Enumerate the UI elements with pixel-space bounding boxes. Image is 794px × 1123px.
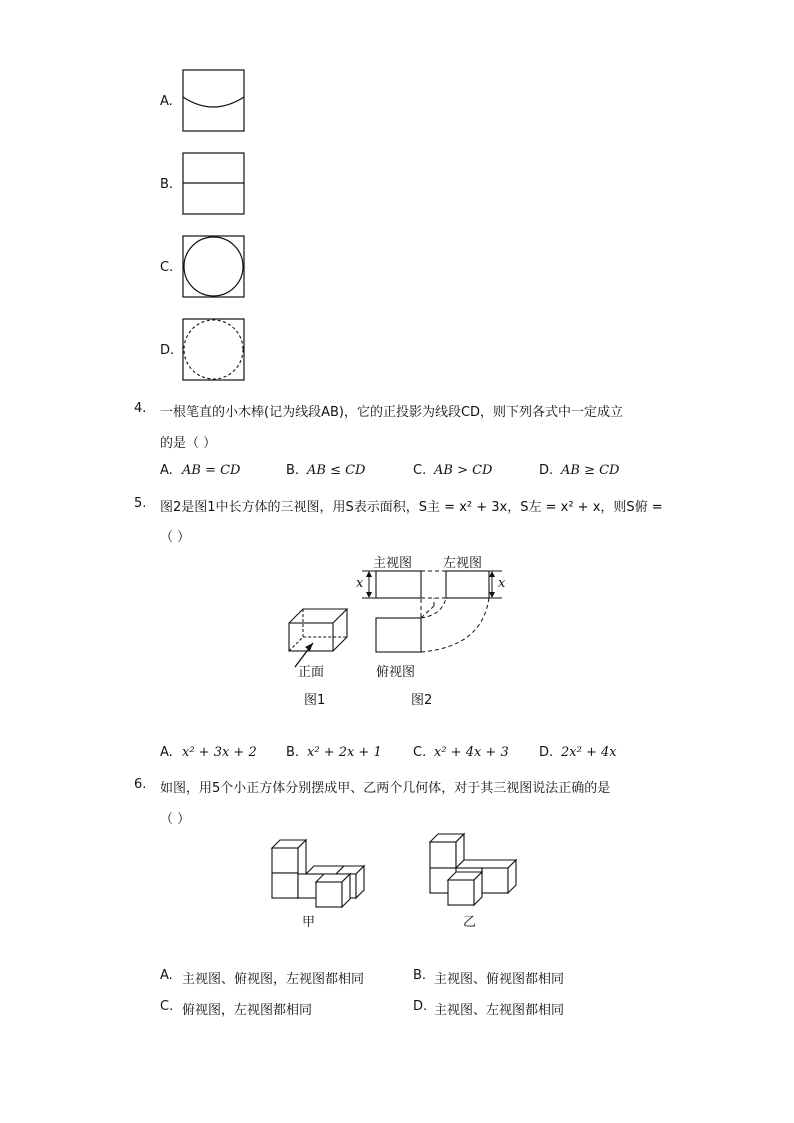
option-b-text: x² + 2x + 1 [307,745,382,760]
option-a-text: 主视图、俯视图，左视图都相同 [182,972,365,987]
option-a-figure [182,69,246,133]
question-stem-line2: （ ） [160,812,191,827]
option-b-letter: B. [286,745,300,760]
question-number: 5. [134,496,147,511]
option-c-letter: C. [413,463,427,478]
option-b-figure [182,152,246,216]
option-d-letter: D. [413,999,428,1014]
front-view-label: 主视图 [373,556,413,571]
option-a-text: x² + 3x + 2 [182,745,257,760]
option-d-letter: D. [539,463,554,478]
option-a-text: AB = CD [182,463,241,478]
front-face-label: 正面 [298,665,325,680]
question-stem-line2: （ ） [160,530,191,545]
option-b-letter: B. [413,968,427,983]
question-number: 6. [134,777,147,792]
option-b-letter: B. [286,463,300,478]
option-c-letter: C. [160,260,174,275]
option-b-letter: B. [160,177,174,192]
option-d-letter: D. [160,343,175,358]
option-d-text: 2x² + 4x [561,745,617,760]
question-stem-line1: 图2是图1中长方体的三视图，用S表示面积，S主 = x² + 3x，S左 = x² + x，则S俯 = [160,500,663,515]
option-d-text: 主视图、左视图都相同 [434,1003,565,1018]
option-c-letter: C. [413,745,427,760]
figure-2-three-views [352,565,512,665]
figure-2-label: 图2 [411,693,433,708]
question-stem-line1: 如图，用5个小正方体分别摆成甲、乙两个几何体，对于其三视图说法正确的是 [160,781,611,796]
option-c-text: 俯视图，左视图都相同 [182,1003,313,1018]
option-c-text: x² + 4x + 3 [434,745,509,760]
option-d-letter: D. [539,745,554,760]
option-a-letter: A. [160,94,173,109]
option-d-figure [182,318,246,382]
figure-yi-label: 乙 [463,915,477,930]
option-d-text: AB ≥ CD [561,463,620,478]
option-c-text: AB > CD [434,463,493,478]
figure-yi-cubes [426,832,526,912]
option-a-letter: A. [160,745,173,760]
option-c-figure [182,235,246,299]
figure-jia-label: 甲 [302,915,316,930]
option-c-letter: C. [160,999,174,1014]
option-a-letter: A. [160,463,173,478]
figure-1-label: 图1 [304,693,326,708]
dimension-x-right: x [498,576,506,591]
question-number: 4. [134,401,147,416]
option-a-letter: A. [160,968,173,983]
option-b-text: 主视图、俯视图都相同 [434,972,565,987]
left-view-label: 左视图 [443,556,483,571]
question-stem-line1: 一根笔直的小木棒(记为线段AB)，它的正投影为线段CD，则下列各式中一定成立 [160,405,624,420]
dimension-x-left: x [356,576,364,591]
question-stem-line2: 的是（ ） [160,436,217,451]
figure-jia-cubes [268,838,368,913]
top-view-label: 俯视图 [376,665,416,680]
option-b-text: AB ≤ CD [307,463,366,478]
